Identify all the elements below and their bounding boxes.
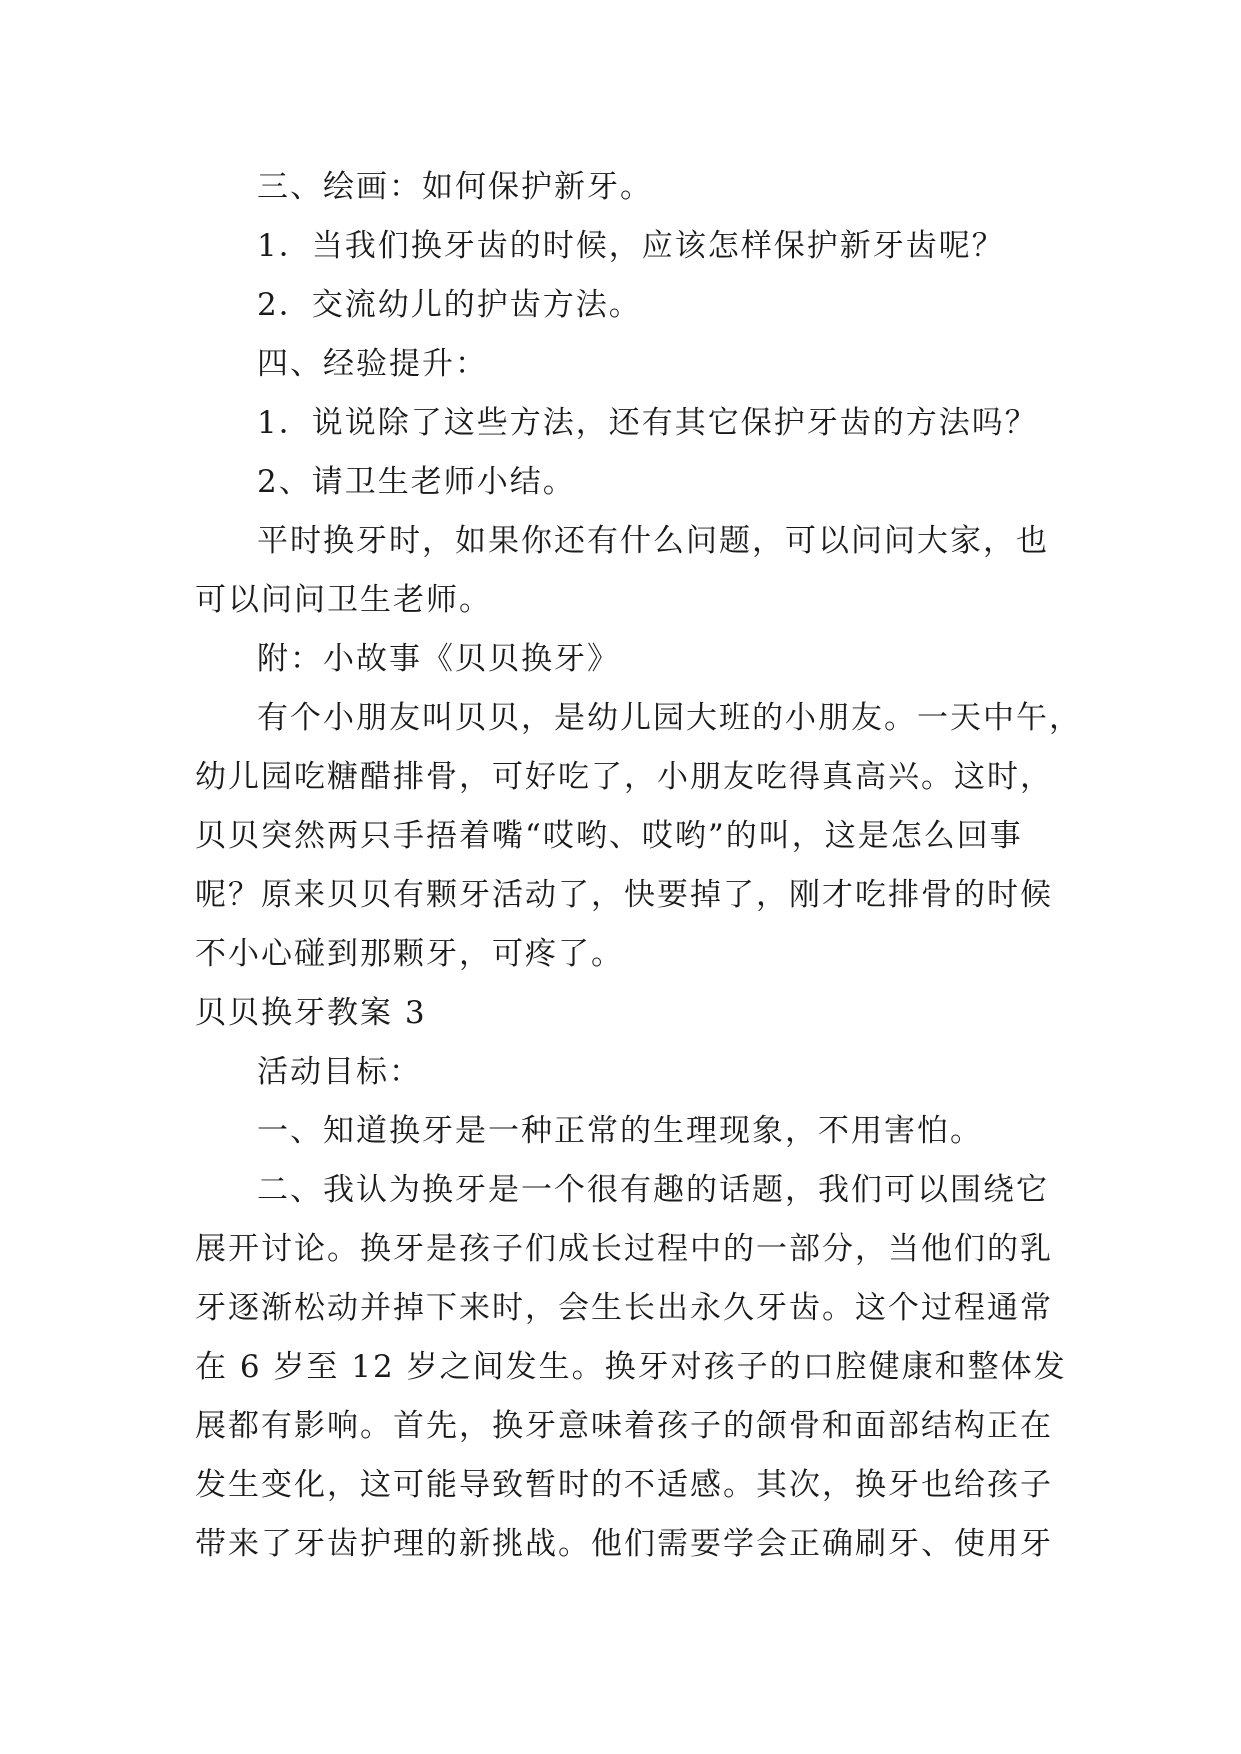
lesson-title: 贝贝换牙教案 3 [195,995,427,1031]
story-line: 有个小朋友叫贝贝，是幼儿园大班的小朋友。一天中午， [257,700,1082,736]
paragraph-line: 可以问问卫生老师。 [195,582,492,618]
paragraph-line: 带来了牙齿护理的新挑战。他们需要学会正确刷牙、使用牙 [195,1526,1053,1562]
paragraph-line: 发生变化，这可能导致暂时的不适感。其次，换牙也给孩子 [195,1467,1053,1503]
document-body [195,158,1082,1574]
paragraph-line: 平时换牙时，如果你还有什么问题，可以问问大家，也 [257,523,1049,559]
paragraph-line: 在 6 岁至 12 岁之间发生。换牙对孩子的口腔健康和整体发 [195,1349,1067,1385]
paragraph-line: 牙逐渐松动并掉下来时，会生长出永久牙齿。这个过程通常 [195,1290,1053,1326]
story-line: 幼儿园吃糖醋排骨，可好吃了，小朋友吃得真高兴。这时， [195,759,1053,795]
section-heading-drawing: 三、绘画：如何保护新牙。 [257,169,653,205]
list-item: 2．交流幼儿的护齿方法。 [257,287,642,323]
section-heading-experience: 四、经验提升： [257,346,488,382]
list-item: 1．当我们换牙齿的时候，应该怎样保护新牙齿呢？ [257,228,1005,264]
goal-item: 一、知道换牙是一种正常的生理现象，不用害怕。 [257,1113,983,1149]
story-line: 不小心碰到那颗牙，可疼了。 [195,936,624,972]
list-item: 2、请卫生老师小结。 [257,464,576,500]
goals-heading: 活动目标： [257,1054,422,1090]
goal-item: 二、我认为换牙是一个很有趣的话题，我们可以围绕它 [257,1172,1049,1208]
story-line: 呢？原来贝贝有颗牙活动了，快要掉了，刚才吃排骨的时候 [195,877,1053,913]
story-line: 贝贝突然两只手捂着嘴“哎哟、哎哟”的叫，这是怎么回事 [195,818,1023,854]
list-item: 1．说说除了这些方法，还有其它保护牙齿的方法吗？ [257,405,1038,441]
story-heading: 附：小故事《贝贝换牙》 [257,641,620,677]
paragraph-line: 展都有影响。首先，换牙意味着孩子的颌骨和面部结构正在 [195,1408,1053,1444]
paragraph-line: 展开讨论。换牙是孩子们成长过程中的一部分，当他们的乳 [195,1231,1053,1267]
